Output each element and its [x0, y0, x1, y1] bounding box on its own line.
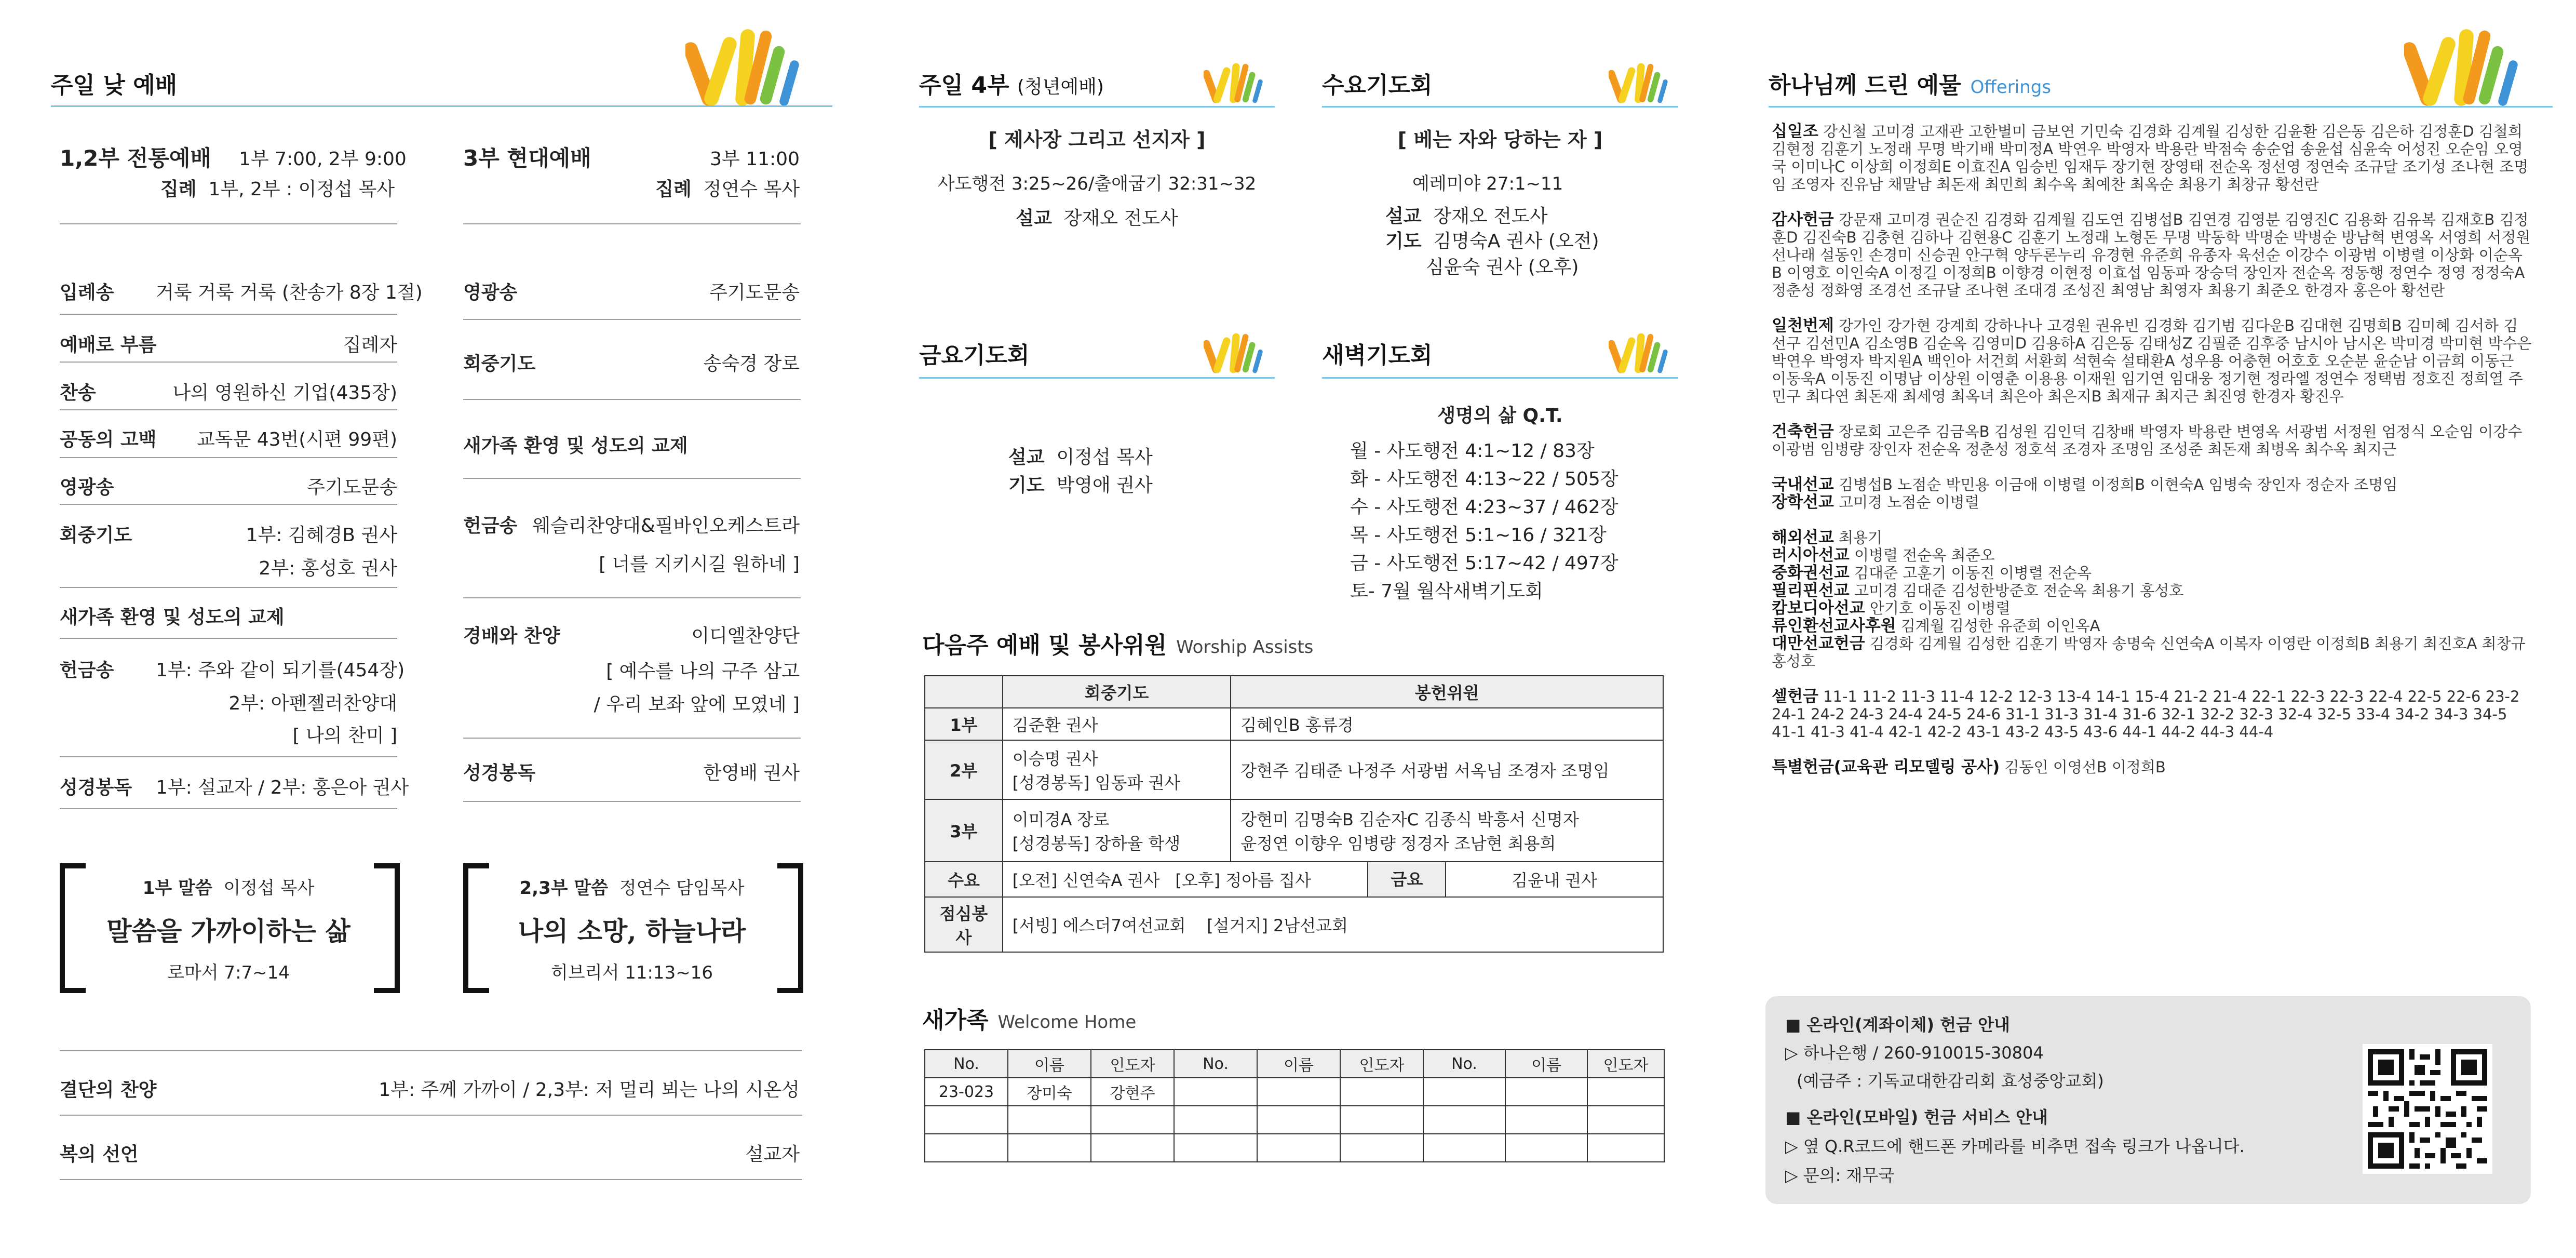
online-offering-panel	[1765, 996, 2531, 1204]
offering-names: 강가인 강가현 강계희 강하나나 고경원 권유빈 김경화 김기범 김다운B 김대현 김명희B 김미혜 김서하 김선구 김선민A 김소영B 김순옥 김영미D 김용하A 김은동 김태성Z 김필준 김후중 남시아 남시온 박미경 박미현 박수은 박연우 박영자 박지원A 백인아 서건희 서환희 석현숙 설태환A 성우용 어충현 어호호 오순분 윤순남 이금희 이동근 이동욱A 이동진 이명남 이상원 이영춘 이용용 이재원 임기연 임대웅 정기현 정라엘 정연수 정택범 정호진 정희열 주민구 최다연 최돈재 최세영 최옥녀 최은아 최은지B 최재규 최지근 최진영 한경자 황진우	[1772, 317, 2532, 405]
offering-cell	[1231, 740, 1663, 799]
order-value: 송숙경 장로	[703, 353, 800, 374]
prayer-label: 기도	[1008, 475, 1045, 496]
order-value: 1부: 설교자 / 2부: 홍은아 권사	[156, 777, 409, 798]
prayer-line: [성경봉독] 장하율 학생	[1012, 834, 1181, 853]
table-row	[925, 740, 1663, 799]
offering-label: 특별헌금(교육관 리모델링 공사)	[1772, 758, 2000, 777]
offering-label: 건축헌금	[1772, 422, 1834, 441]
table-cell	[1587, 1106, 1664, 1134]
modern-service-name: 3부 현대예배	[463, 145, 591, 171]
order-label: 예배로 부름	[60, 334, 157, 356]
offering-group	[1772, 476, 2532, 511]
dawn-item: 수 - 사도행전 4:23~37 / 462장	[1350, 497, 1619, 518]
table-row	[925, 897, 1663, 952]
online-holder: (예금주 : 기독교대한감리회 효성중앙교회)	[1797, 1071, 2104, 1091]
divider	[60, 587, 397, 588]
divider	[60, 638, 397, 639]
prayer-line: 김준환 권사	[1012, 715, 1098, 735]
prayer-value: 김명숙A 권사 (오전)	[1433, 231, 1599, 252]
closing-label: 복의 선언	[60, 1144, 139, 1165]
divider	[60, 1115, 802, 1116]
divider	[463, 223, 801, 224]
offering-names: 강신철 고미경 고재관 고한별미 금보연 기민숙 김경화 김계월 김성한 김윤환 김은동 김은하 김정훈D 김철희 김현정 김훈기 노정래 무명 박기배 박미정A 박연우 박영자 박용란 박점숙 송순업 송윤섭 심윤숙 어성진 오순임 오영국 이미나C 이상희 이정희E 이효진A 임승빈 임재두 장기현 장영태 전순옥 정선영 정연숙 조규달 조기성 조나현 조명임 조영자 진유남 채말남 최돈재 최민희 최수옥 최예찬 최옥순 최용기 최창규 황선란	[1772, 123, 2529, 193]
offering-label: 해외선교	[1772, 528, 1834, 547]
wednesday-prayer2: 심윤숙 권사 (오후)	[1426, 257, 1579, 278]
presider-label: 집례	[160, 179, 197, 200]
table-cell	[1091, 1134, 1174, 1162]
offering-cell	[1231, 708, 1663, 740]
lunch-label-cell: 점심봉사	[925, 897, 1003, 952]
order-value: 교독문 43번(시편 99편)	[196, 429, 397, 450]
sunday4-preacher	[919, 204, 1275, 230]
dawn-item: 금 - 사도행전 5:17~42 / 497장	[1350, 553, 1619, 574]
offering-item	[1772, 317, 2532, 405]
table-header-cell: 회중기도	[1003, 676, 1231, 708]
order-label: 회중기도	[60, 525, 132, 546]
divider	[463, 738, 801, 739]
newcomers-eng: Welcome Home	[997, 1012, 1137, 1033]
divider	[60, 457, 397, 458]
prayer-cell	[1003, 799, 1231, 862]
order-label: 새가족 환영 및 성도의 교제	[60, 607, 285, 628]
offering-line: 윤정연 이향우 임병량 정경자 조남현 최용희	[1240, 834, 1556, 853]
divider	[60, 756, 397, 757]
table-cell	[1257, 1078, 1340, 1106]
offering-item	[1772, 599, 2532, 617]
next-week-eng: Worship Assists	[1176, 637, 1314, 658]
order-value: 이디엘찬양단	[691, 625, 800, 647]
sermon2-label: 2,3부 말씀	[519, 878, 609, 899]
preacher-value: 이정섭 목사	[1056, 447, 1153, 468]
wed-pm: [오후] 정아름 집사	[1175, 871, 1312, 890]
table-cell	[1340, 1134, 1423, 1162]
sermon1-bracket-right	[374, 863, 400, 993]
offering-names: 김계월 김성한 유준희 이인옥A	[1900, 617, 2100, 635]
traditional-service-name: 1,2부 전통예배	[60, 145, 211, 171]
prayer-line: 이승명 권사	[1012, 749, 1098, 769]
prayer-label: 기도	[1385, 231, 1422, 252]
offering-names: 김동인 이영선B 이정희B	[2004, 758, 2166, 776]
dawn-subtitle: 생명의 삶 Q.T.	[1437, 405, 1563, 426]
offering-names: 강문재 고미경 권순진 김경화 김계월 김도연 김병섭B 김연경 김영분 김영진C 김용화 김유복 김재호B 김정훈D 김진숙B 김충현 김하나 김현용C 김훈기 노정래 노형돈 무명 박동학 박명순 박병순 방남혁 변영옥 서영희 서정원 선나래 설동인 손경미 신승권 안구혁 양두론누리 유경현 유준희 유종자 육선순 이강수 이광범 이병렬 이상화 이순옥B 이영호 이인숙A 이정길 이정희B 이향경 이현정 이효섭 임동파 장승덕 장인자 전순옥 정동행 정연수 정영 정정숙A 정춘성 정화영 조경선 조규달 조나현 조대경 조성진 최영남 최영자 최용기 최준오 한경자 홍은아 황선란	[1772, 211, 2531, 299]
table-cell	[1340, 1106, 1423, 1134]
offering-label: 일천번제	[1772, 316, 1834, 335]
offering-names: 고미경 김대준 김성한방준호 전순옥 최용기 홍성호	[1854, 582, 2184, 599]
offering-item	[1772, 476, 2532, 493]
order-value: 주기도문송	[709, 282, 800, 303]
offering-names: 고미경 노점순 이병렬	[1839, 493, 1979, 511]
offering-label: 국내선교	[1772, 475, 1834, 494]
next-week-title-main: 다음주 예배 및 봉사위원	[922, 632, 1167, 659]
sermon1-label: 1부 말씀	[142, 878, 212, 899]
online-contact: ▷ 문의: 재무국	[1785, 1166, 1895, 1185]
divider	[60, 504, 397, 505]
order-label: 성경봉독	[60, 777, 132, 798]
wed-label-cell: 수요	[925, 862, 1003, 897]
prayer-value: 박영애 권사	[1056, 475, 1153, 496]
order-label: 공동의 고백	[60, 429, 157, 450]
modern-service-presider	[571, 175, 800, 201]
sermon2-bracket-left	[463, 863, 489, 993]
offerings-title-main: 하나님께 드린 예물	[1769, 72, 1961, 99]
sunday4-subtitle: (청년예배)	[1017, 76, 1104, 98]
table-header-cell: 인도자	[1091, 1050, 1174, 1078]
offerings-eng: Offerings	[1970, 77, 2052, 98]
offering-names: 이병렬 전순옥 최준오	[1854, 546, 1995, 564]
order-value: 거룩 거룩 거룩 (찬송가 8장 1절)	[156, 282, 423, 303]
online-desc: ▷ 옆 Q.R코드에 핸드폰 카메라를 비추면 접속 링크가 나옵니다.	[1785, 1136, 2245, 1156]
part-cell: 2부	[925, 740, 1003, 799]
wednesday-preacher	[1385, 202, 1548, 228]
table-cell	[1505, 1106, 1587, 1134]
presider-value: 정연수 목사	[703, 179, 800, 200]
order-value: 1부: 주와 같이 되기를(454장)	[156, 660, 405, 681]
table-cell: 장미숙	[1008, 1078, 1091, 1106]
dawn-item: 화 - 사도행전 4:13~22 / 505장	[1350, 469, 1619, 490]
divider	[60, 223, 397, 224]
offering-item	[1772, 758, 2532, 776]
divider	[60, 314, 397, 315]
offering-item	[1772, 582, 2532, 599]
table-cell	[925, 1106, 1008, 1134]
table-cell	[1174, 1106, 1257, 1134]
sunday-title: 주일 낮 예배	[51, 72, 178, 99]
prayer-cell	[1003, 740, 1231, 799]
closing-value: 1부: 주께 가까이 / 2,3부: 저 멀리 뵈는 나의 시온성	[379, 1079, 800, 1101]
sermon2-title: 나의 소망, 하늘나라	[518, 916, 746, 946]
divider	[60, 362, 397, 363]
friday-prayer	[1008, 471, 1153, 497]
offering-names: 김병섭B 노점순 박민용 이금애 이병렬 이정희B 이현숙A 임병숙 장인자 정순자 조명임	[1839, 476, 2398, 493]
order-label: 성경봉독	[463, 762, 536, 784]
prayer-line: [성경봉독] 임동파 권사	[1012, 773, 1181, 793]
dawn-item: 월 - 사도행전 4:1~12 / 83장	[1350, 440, 1595, 462]
offering-label: 셀헌금	[1772, 687, 1818, 706]
preacher-value: 장재오 전도사	[1433, 206, 1548, 227]
table-header-cell: 이름	[1257, 1050, 1340, 1078]
table-cell	[1340, 1078, 1423, 1106]
table-header-cell: 인도자	[1340, 1050, 1423, 1078]
wednesday-title-line	[1322, 106, 1678, 108]
church-logo-icon	[685, 26, 815, 109]
qr-code-icon[interactable]	[2363, 1044, 2492, 1174]
fri-label: 금요	[1367, 862, 1446, 896]
table-header-cell: No.	[1423, 1050, 1505, 1078]
sermon1-bracket-left	[60, 863, 86, 993]
offering-names: 안기호 이동진 이병렬	[1869, 599, 2011, 617]
wed-fri-cell	[1003, 862, 1663, 897]
sermon1-box	[91, 863, 366, 993]
offering-item	[1772, 423, 2532, 458]
offering-label: 십일조	[1772, 122, 1818, 141]
offering-cell	[1231, 799, 1663, 862]
offering-item	[1772, 635, 2532, 670]
table-header-cell: 봉헌위원	[1231, 676, 1663, 708]
order-value: 주기도문송	[307, 477, 397, 498]
dawn-title: 새벽기도회	[1322, 342, 1433, 369]
table-cell	[1257, 1106, 1340, 1134]
divider	[60, 409, 397, 410]
divider	[463, 801, 801, 802]
church-logo-icon	[1204, 61, 1271, 105]
order-value: 1부: 김혜경B 권사	[246, 525, 397, 546]
dawn-title-line	[1322, 377, 1678, 379]
church-logo-icon	[1609, 61, 1676, 105]
order-value: [ 나의 찬미 ]	[292, 725, 397, 746]
sermon2-scripture: 히브리서 11:13~16	[551, 962, 713, 983]
friday-preacher	[1008, 443, 1153, 469]
table-row	[925, 862, 1663, 897]
order-label: 헌금송	[463, 515, 518, 537]
divider	[60, 1050, 802, 1051]
order-label: 입례송	[60, 282, 114, 303]
table-row	[925, 1106, 1664, 1134]
offering-label: 필리핀선교	[1772, 581, 1850, 600]
order-value: / 우리 보좌 앞에 모였네 ]	[594, 694, 800, 715]
table-cell	[1174, 1078, 1257, 1106]
sermon1-scripture: 로마서 7:7~14	[167, 962, 290, 983]
offerings-title-line	[1769, 106, 2553, 108]
wednesday-prayer	[1385, 226, 1599, 253]
sunday4-scripture: 사도행전 3:25~26/출애굽기 32:31~32	[937, 173, 1257, 194]
online-head2: ■ 온라인(모바일) 헌금 서비스 안내	[1785, 1107, 2048, 1127]
offering-item	[1772, 564, 2532, 582]
offering-item	[1772, 211, 2532, 299]
table-row	[925, 1134, 1664, 1162]
wed-am: [오전] 신연숙A 권사	[1012, 871, 1160, 890]
sermon1-preacher: 이정섭 목사	[223, 878, 315, 899]
offering-names: 11-1 11-2 11-3 11-4 12-2 12-3 13-4 14-1 15-4 21-2 21-4 22-1 22-3 22-3 22-4 22-5 22-6 23-2 24-1 24-2 24-3 24-4 24-5 24-6 31-1 31-3 31-4 31-6 32-1 32-2 32-3 32-4 32-5 33-4 34-2 34-3 34-5 41-1 41-3 41-4 42-1 42-2 43-1 43-2 43-5 43-6 44-1 44-2 44-3 44-4	[1772, 688, 2520, 741]
divider	[463, 399, 801, 400]
church-logo-icon	[2404, 26, 2534, 109]
divider	[463, 597, 801, 598]
presider-label: 집례	[655, 179, 692, 200]
fri-value: 김윤내 권사	[1512, 871, 1598, 890]
offerings-title	[1769, 66, 2051, 100]
offering-item	[1772, 123, 2532, 193]
friday-title-line	[919, 377, 1275, 379]
sermon1-header	[91, 874, 366, 899]
wednesday-title: 수요기도회	[1322, 72, 1433, 99]
table-cell	[1587, 1078, 1664, 1106]
traditional-service-time: 1부 7:00, 2부 9:00	[239, 149, 407, 170]
table-row	[925, 1078, 1664, 1106]
table-cell	[1008, 1106, 1091, 1134]
preacher-value: 장재오 전도사	[1063, 208, 1178, 229]
offering-item	[1772, 493, 2532, 511]
table-cell	[1587, 1134, 1664, 1162]
divider	[463, 478, 801, 479]
offering-item	[1772, 688, 2532, 741]
sermon1-title: 말씀을 가까이하는 삶	[106, 916, 350, 946]
order-label: 회중기도	[463, 353, 536, 374]
online-bank: ▷ 하나은행 / 260-910015-30804	[1785, 1043, 2044, 1063]
offering-label: 감사헌금	[1772, 210, 1834, 229]
table-cell	[1505, 1134, 1587, 1162]
newcomers-title-main: 새가족	[922, 1007, 989, 1034]
table-row	[925, 708, 1663, 740]
table-cell	[1505, 1078, 1587, 1106]
sunday4-sermon-title: [ 제사장 그리고 선지자 ]	[988, 128, 1206, 151]
offering-names: 김경화 김계월 김성한 김훈기 박영자 송명숙 신연숙A 이복자 이영란 이정희B 최용기 최진호A 최창규 홍성호	[1772, 635, 2526, 670]
sunday4-title-main: 주일 4부	[919, 72, 1009, 99]
offering-label: 러시아선교	[1772, 546, 1850, 565]
table-header-cell: 이름	[1505, 1050, 1587, 1078]
wednesday-scripture: 예레미야 27:1~11	[1412, 173, 1563, 194]
sunday-title-line	[51, 105, 832, 107]
preacher-label: 설교	[1008, 447, 1045, 468]
prayer-cell	[1003, 708, 1231, 740]
offering-names: 김대준 고훈기 이동진 이병렬 전순옥	[1854, 564, 2092, 582]
preacher-label: 설교	[1016, 208, 1052, 229]
presider-value: 1부, 2부 : 이정섭 목사	[208, 179, 395, 200]
wednesday-sermon-title: [ 베는 자와 당하는 자 ]	[1397, 128, 1603, 151]
offering-names: 최용기	[1839, 529, 1883, 546]
divider	[463, 319, 801, 320]
order-label: 영광송	[463, 282, 518, 303]
table-row	[925, 799, 1663, 862]
newcomers-table	[924, 1049, 1665, 1162]
table-cell	[1423, 1134, 1505, 1162]
table-header-cell: 이름	[1008, 1050, 1091, 1078]
offering-label: 장학선교	[1772, 493, 1834, 512]
part-cell: 3부	[925, 799, 1003, 862]
offering-line: 김혜인B 홍류경	[1240, 715, 1354, 735]
table-header-cell: No.	[925, 1050, 1008, 1078]
divider	[60, 1179, 802, 1180]
offering-item	[1772, 546, 2532, 564]
lunch-cell: [서빙] 에스더7여선교회 [설거지] 2남선교회	[1003, 897, 1663, 952]
table-cell	[1423, 1106, 1505, 1134]
table-header-row	[925, 676, 1663, 708]
order-label: 경배와 찬양	[463, 625, 560, 647]
church-logo-icon	[1609, 331, 1676, 375]
preacher-label: 설교	[1385, 206, 1422, 227]
dawn-item: 토- 7월 월삭새벽기도회	[1350, 581, 1543, 602]
prayer-line: 이미경A 장로	[1012, 810, 1110, 829]
sunday4-title-line	[919, 106, 1275, 108]
offering-line: 강현주 김태준 나정주 서광범 서옥님 조경자 조명임	[1240, 761, 1610, 781]
sermon2-box	[494, 863, 770, 993]
sunday4-title	[919, 66, 1104, 100]
church-logo-icon	[1204, 331, 1271, 375]
order-value: [ 너를 지키시길 원하네 ]	[599, 554, 800, 575]
divider	[60, 808, 397, 809]
order-value: 나의 영원하신 기업(435장)	[172, 382, 397, 404]
order-value: 2부: 아펜젤러찬양대	[228, 693, 397, 714]
table-cell	[1257, 1134, 1340, 1162]
table-header-row	[925, 1050, 1664, 1078]
table-cell	[1008, 1134, 1091, 1162]
table-header-cell: No.	[1174, 1050, 1257, 1078]
order-value: 2부: 홍성호 권사	[259, 558, 397, 579]
closing-label: 결단의 찬양	[60, 1079, 157, 1101]
order-value: 집례자	[343, 334, 397, 356]
next-week-table	[924, 675, 1664, 953]
offering-label: 캄보디아선교	[1772, 599, 1865, 618]
table-header-cell: 인도자	[1587, 1050, 1664, 1078]
newcomers-title	[922, 1001, 1136, 1035]
table-cell: 23-023	[925, 1078, 1008, 1106]
closing-value: 설교자	[745, 1144, 800, 1165]
dawn-item: 목 - 사도행전 5:1~16 / 321장	[1350, 525, 1607, 546]
table-cell	[1174, 1134, 1257, 1162]
order-label: 헌금송	[60, 660, 114, 681]
offering-names: 장로회 고은주 김금옥B 김성원 김인덕 김창배 박영자 박용란 변영옥 서광범 서정원 엄정식 오순임 이강수 이광범 임병량 장인자 전순옥 정춘성 정호석 조경자 조명임 조성준 최돈재 최병옥 최수옥 최지근	[1772, 423, 2523, 458]
offering-group	[1772, 529, 2532, 670]
order-label: 찬송	[60, 382, 96, 404]
sermon2-preacher: 정연수 담임목사	[619, 878, 745, 899]
offering-label: 대만선교헌금	[1772, 634, 1865, 653]
offering-item	[1772, 617, 2532, 635]
order-value: [ 예수를 나의 구주 삼고	[606, 661, 800, 682]
order-label: 영광송	[60, 477, 114, 498]
offering-line: 강현미 김명숙B 김순자C 김종식 박흥서 신명자	[1240, 810, 1579, 829]
table-cell: 강현주	[1091, 1078, 1174, 1106]
offerings-list	[1772, 123, 2532, 794]
sermon2-bracket-right	[777, 863, 803, 993]
next-week-title	[922, 626, 1313, 660]
offering-label: 중화권선교	[1772, 564, 1850, 582]
part-cell: 1부	[925, 708, 1003, 740]
order-label: 새가족 환영 및 성도의 교제	[463, 435, 688, 457]
order-value: 웨슬리찬양대&필바인오케스트라	[532, 515, 800, 537]
table-header-cell	[925, 676, 1003, 708]
table-cell	[1423, 1078, 1505, 1106]
traditional-service-presider	[156, 175, 395, 201]
order-value: 한영배 권사	[703, 762, 800, 784]
table-cell	[925, 1134, 1008, 1162]
online-head1: ■ 온라인(계좌이체) 헌금 안내	[1785, 1015, 2010, 1035]
friday-title: 금요기도회	[919, 342, 1030, 369]
offering-label: 류인환선교사후원	[1772, 617, 1896, 635]
sermon2-header	[494, 874, 770, 899]
offering-item	[1772, 529, 2532, 546]
modern-service-time: 3부 11:00	[710, 149, 800, 170]
table-cell	[1091, 1106, 1174, 1134]
